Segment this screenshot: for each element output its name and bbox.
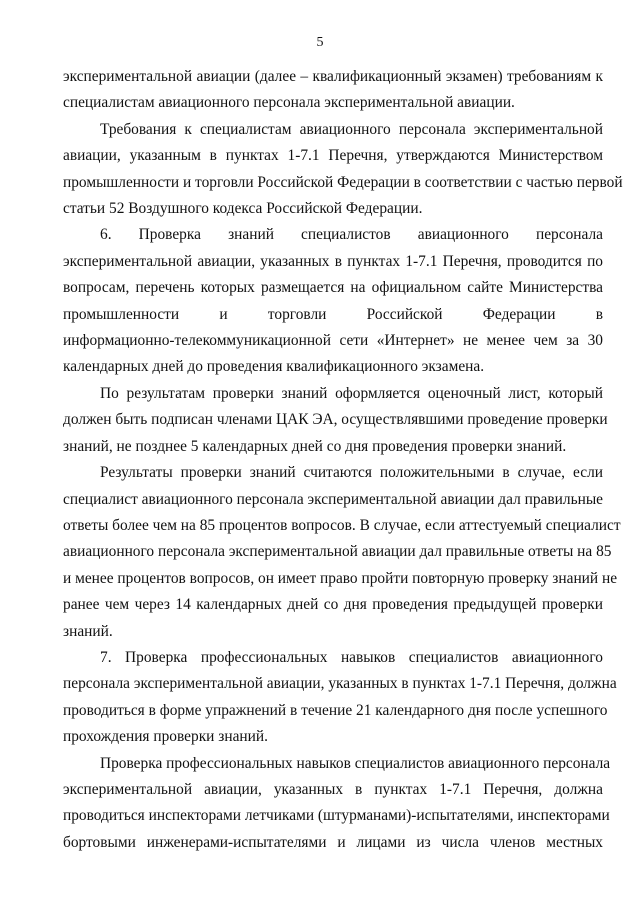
text-line: проводиться в форме упражнений в течение 21 календарного дня после успешного <box>63 701 608 719</box>
text-line: должен быть подписан членами ЦАК ЭА, осуществлявшими проведение проверки <box>63 411 608 429</box>
text-line: персонала экспериментальной авиации, указанных в пунктах 1-7.1 Перечня, должна <box>63 675 617 693</box>
text-line: Требования к специалистам авиационного персонала экспериментальной <box>100 120 603 138</box>
text-line: 6. Проверка знаний специалистов авиационного персонала <box>100 226 603 244</box>
text-line: статьи 52 Воздушного кодекса Российской Федерации. <box>63 200 423 218</box>
text-line: календарных дней до проведения квалификационного экзамена. <box>63 358 485 376</box>
text-line: авиационного персонала экспериментальной авиации дал правильные ответы на 85 <box>63 543 612 561</box>
text-line: знаний, не позднее 5 календарных дней со дня проведения проверки знаний. <box>63 437 567 455</box>
text-line: информационно-телекоммуникационной сети «Интернет» не менее чем за 30 <box>63 332 603 350</box>
text-line: бортовыми инженерами-испытателями и лицами из числа членов местных <box>63 833 603 851</box>
text-line: прохождения проверки знаний. <box>63 728 268 746</box>
text-line: промышленности и торговли Российской Федерации в соответствии с частью первой <box>63 173 623 191</box>
text-line: ответы более чем на 85 процентов вопросов. В случае, если аттестуемый специалист <box>63 516 621 534</box>
paragraph-requirements <box>63 117 623 223</box>
text-line: проводиться инспекторами летчиками (штурманами)-испытателями, инспекторами <box>63 807 610 825</box>
paragraph-item-6 <box>63 222 603 380</box>
text-line: экспериментальной авиации (далее – квалификационный экзамен) требованиям к <box>63 68 603 85</box>
text-line: специалистам авиационного персонала экспериментальной авиации. <box>63 94 515 112</box>
text-line: вопросам, перечень которых размещается на официальном сайте Министерства <box>63 279 603 297</box>
text-line: промышленности и торговли Российской Федерации в <box>63 305 603 323</box>
text-line: ранее чем через 14 календарных дней со дня проведения предыдущей проверки <box>63 596 603 614</box>
text-line: экспериментальной авиации, указанных в пунктах 1-7.1 Перечня, проводится по <box>63 252 603 270</box>
text-line: и менее процентов вопросов, он имеет право пройти повторную проверку знаний не <box>63 569 618 587</box>
text-line: экспериментальной авиации, указанных в пунктах 1-7.1 Перечня, должна <box>63 780 603 798</box>
document-body <box>63 64 623 856</box>
paragraph-item-7 <box>63 645 617 751</box>
text-line: Результаты проверки знаний считаются положительными в случае, если <box>100 464 603 482</box>
text-line: знаний. <box>63 622 113 640</box>
text-line: авиации, указанным в пунктах 1-7.1 Перечня, утверждаются Министерством <box>63 147 603 165</box>
text-line: специалист авиационного персонала экспериментальной авиации дал правильные <box>63 490 603 508</box>
text-line: 7. Проверка профессиональных навыков специалистов авиационного <box>100 648 603 666</box>
text-line: По результатам проверки знаний оформляется оценочный лист, который <box>100 384 603 402</box>
text-line: Проверка профессиональных навыков специалистов авиационного персонала <box>100 754 611 772</box>
paragraph-assessment-sheet <box>63 381 608 460</box>
paragraph-results <box>63 460 621 645</box>
page-number: 5 <box>316 35 324 50</box>
paragraph-continuation <box>63 64 603 117</box>
paragraph-skills-check <box>63 751 611 857</box>
